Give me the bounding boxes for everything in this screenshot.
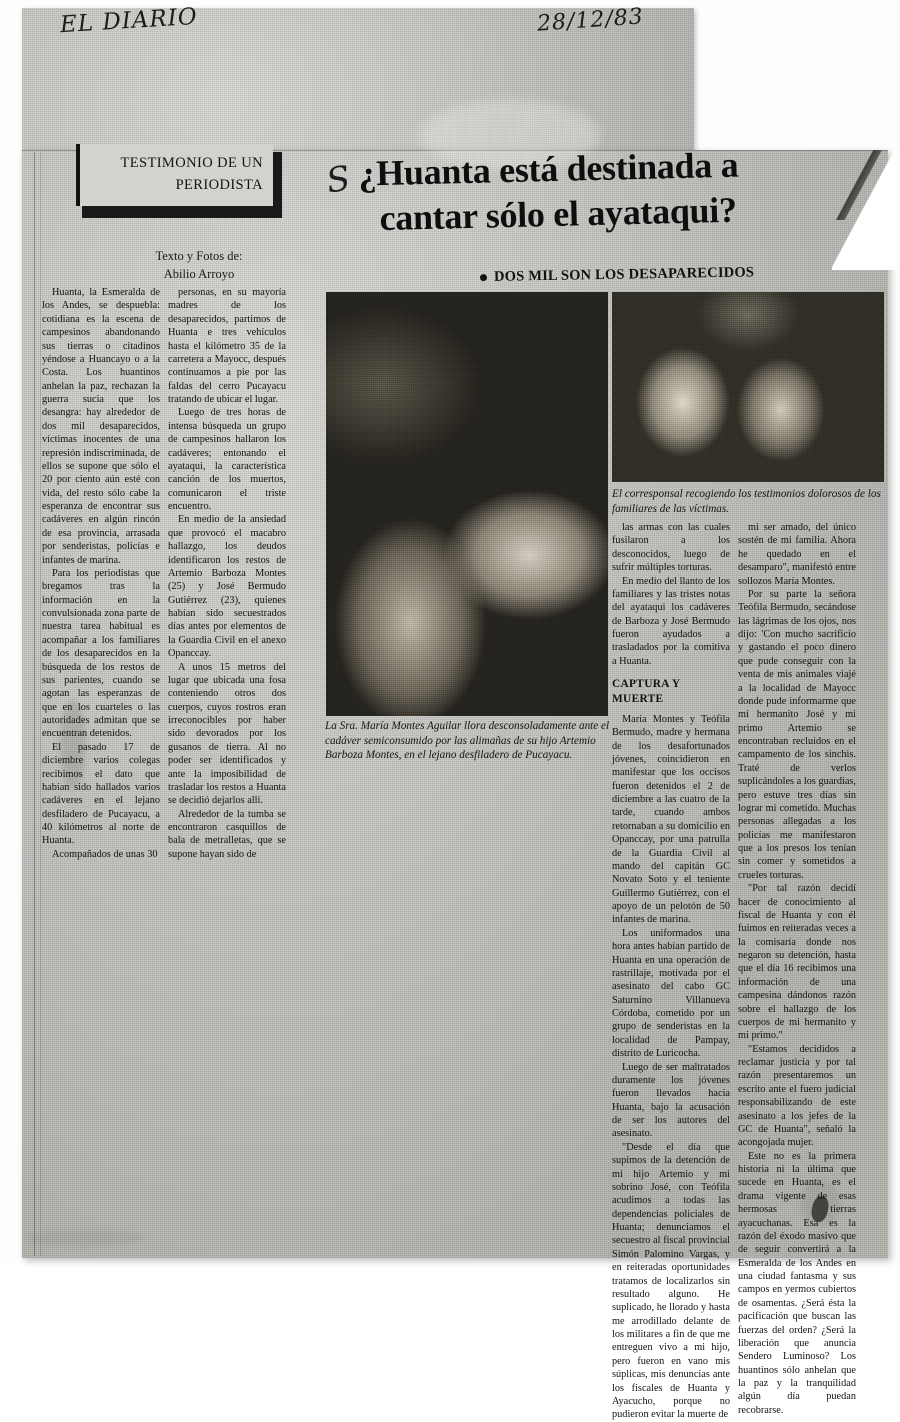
handwritten-scribble: S [323, 158, 354, 202]
caption-photo-grave: La Sra. María Montes Aguilar llora desconsoladamente ante el cadáver semiconsumido por las alimañas de su hijo Artemio Barboza Montes, en el lejano desfiladero de Pucayacu. [325, 720, 610, 762]
article-paragraph: Luego de ser maltratados duramente los jóvenes fueron llevados hacia Huanta, bajo la acusación de ser los autores del asesinato. [612, 1061, 730, 1140]
article-column-3 [612, 521, 730, 1422]
article-paragraph: "Desde el día que supimos de la detención de mi hijo Artemio y mi sobrino José, con Teófila acudimos a todas las dependencias policiales de Huanta; denunciamos el secuestro al fiscal provincial Simón Palomino Vargas, y en reiteradas oportunidades tratamos de localizarlos sin resultado alguno. He suplicado, he llorado y hasta me arrodillado delante de los militares a fin de que me entreguen vivo a mi hijo, pero fueron en vano mis súplicas, mis denuncias ante los fiscales de Huanta y Ayacucho, porque no pudieron evitar la muerte de [612, 1141, 730, 1421]
left-fold-line-secondary [40, 152, 41, 1256]
handwritten-source-annotation: EL DIARIO [59, 3, 199, 39]
article-paragraph: "Estamos decididos a reclamar justicia y por tal razón presentaremos un escrito ante el fuero judicial responsabilizando de este asesinato a los jefes de la GC de Huanta", señaló la acongojada mujer. [738, 1043, 856, 1149]
article-paragraph: personas, en su mayoría madres de los desaparecidos, partimos de Huanta e tres vehículos hasta el kilómetro 35 de la carretera a Mayocc, después continuamos a pie por las faldas del cerro Pucayacu tratando de ubicar el lugar. [168, 287, 286, 405]
kicker-line-1: TESTIMONIO DE UN [120, 154, 263, 171]
section-heading-captura-y-muerte: CAPTURA Y MUERTE [612, 678, 680, 705]
kicker-line-2: PERIODISTA [175, 177, 263, 193]
article-paragraph: mi ser amado, del único sostén de mi familia. Ahora he quedado en el desamparo", manifestó entre sollozos María Montes. [738, 522, 856, 587]
photo-grave-pucayacu [326, 292, 608, 716]
caption-photo-interview: El corresponsal recogiendo los testimonios dolorosos de los familiares de las víctimas. [612, 488, 881, 515]
article-column-4 [738, 521, 856, 1417]
article-paragraph: Alrededor de la tumba se encontraron casquillos de bala de metralletas, que se supone hayan sido de [168, 808, 286, 860]
subheadline-text: DOS MIL SON LOS DESAPARECIDOS [493, 264, 755, 285]
article-paragraph: las armas con las cuales fusilaron a los desconocidos, luego de sufrir múltiples torturas. [612, 522, 730, 574]
article-paragraph: En medio del llanto de los familiares y las tristes notas del ayataqui los cadáveres de Barboza y José Bermudo fueron ayudados a trasladados por la comitiva a Huanta. [612, 575, 730, 667]
article-column-1 [42, 286, 160, 861]
article-paragraph: Acompañados de unas 30 [52, 848, 158, 860]
photo-correspondent-interview [612, 292, 884, 482]
article-paragraph: María Montes y Teófila Bermudo, madre y hermana de los desafortunados jóvenes, coincidieron en manifestar que los occisos fueron detenidos el 2 de diciembre a las cuatro de la tarde, cuando ambos retornaban a su domicilio en Opanccay, por una patrulla de la Guardia Civil al mando del capitán GC Novato Soto y el teniente Guillermo Gutiérrez, con el apoyo de un pelotón de 50 infantes de marina. [612, 713, 730, 926]
article-paragraph: Por su parte la señora Teófila Bermudo, secándose las lágrimas de los ojos, nos dijo: 'Con mucho sacrificio y gastando el poco dinero que pude conseguir con la venta de mis animales viajé a la localidad de Mayocc donde pude informarme que mi hermanito José y mi primo Artemio se encontraban recluidos en el campamento de los sinchis. Traté de verlos suplicándoles a los guardias, pero estuve tres días sin lograr mi cometido. Muchas personas allegadas a los policías me manifestaron que a los presos los tenían sin comer y sometidos a crueles torturas. [738, 588, 856, 881]
kicker-box-inner [76, 144, 273, 206]
article-paragraph: Para los periodistas que bregamos tras la información en la convulsionada zona parte de nuestra tarea habitual es acompañar a los familiares de los desaparecidos en la búsqueda de los restos de sus parientes, cuando se agotan las esperanzas de que en los cuarteles o las autoridades admitan que se encuentran detenidos. [42, 567, 160, 740]
article-paragraph: A unos 15 metros del lugar que ubicada una fosa conteniendo otros dos cuerpos, cuyos rostros eran irreconocibles por haber sido devorados por los gusanos de tierra. Al no poder ser identificados y ante la imposibilidad de trasladar los restos a Huanta se decidió dejarlos allí. [168, 661, 286, 807]
article-column-2 [168, 286, 286, 861]
byline [124, 247, 274, 283]
article-paragraph: "Por tal razón decidí hacer de conocimiento al fiscal de Huanta y con él fuimos en reiteradas veces a la comisaría donde nos negaron su detención, hasta que el día 16 recibimos una información de una campesina dándonos razón sobre el hallazgo de los cuerpos de mi hermanito y mi primo." [738, 883, 856, 1042]
article-paragraph: Los uniformados una hora antes habían partido de Huanta en una operación de rastrillaje, motivada por el asesinato del cabo GC Saturnino Villanueva Córdoba, cometido por un grupo de senderistas en la localidad de Pampay, distrito de Luricocha. [612, 927, 730, 1060]
byline-label: Texto y Fotos de: [155, 249, 243, 263]
article-paragraph: El pasado 17 de diciembre varios colegas recibimos el dato que habían sido hallados varios cadáveres en el lejano desfiladero de Pucayacu, a 40 kilómetros al norte de Huanta. [42, 741, 160, 847]
article-paragraph: En medio de la ansiedad que provocó el macabro hallazgo, los deudos identificaron los restos de Artemio Barboza Montes (25) y José Bermudo Gutiérrez (23), quienes habían sido secuestrados días antes por elementos de la Guardia Civil en el anexo Opanccay. [168, 514, 286, 660]
headline-line-1: ¿Huanta está destinada a [358, 144, 739, 194]
handwritten-date-annotation: 28/12/83 [536, 4, 645, 37]
scan-blotch [25, 1230, 145, 1246]
headline [323, 139, 887, 262]
byline-author: Abilio Arroyo [163, 267, 235, 282]
left-fold-line [34, 152, 35, 1256]
article-paragraph: Huanta, la Esmeralda de los Andes, se despuebla: cotidiana es la escena de campesinos abandonando sus tierras o citadinos yéndose a Huancayo o a la Costa. Los huantinos anhelan la paz, rechazan la guerra sucia que los desangra: hay alrededor de dos mil desaparecidos, víctimas inocentes de una represión indiscriminada, de ellos se supone que sólo el 20 por ciento aún esté con vida, del resto sólo cabe la esperanza de encontrar sus cadáveres en algún rincón de esa provincia, arrasada por senderistas, policías e infantes de marina. [42, 287, 160, 566]
headline-line-2: cantar sólo el ayataqui? [379, 190, 738, 239]
article-paragraph: Este no es la primera historia ni la última que sucede en Huanta, es el drama vigente de esas hermosas tierras ayacuchanas. Esa es la razón del éxodo masivo que de seguir convertirá a la Esmeralda de los Andes en una ciudad fantasma y sus campos en yermos cubiertos de osamentas. ¿Será ésta la pacificación que buscan las fuerzas del orden? ¿Será la liberación que anuncia Sendero Luminoso? Los huantinos sólo anhelan que la paz y la tranquilidad algún día puedan recobrarse. [738, 1150, 856, 1416]
article-paragraph: Luego de tres horas de intensa búsqueda un grupo de campesinos hallaron los cadáveres; entonando el ayataqui, la característica canción de los muertos, comunicaron el triste encuentro. [168, 407, 286, 512]
bullet-icon [480, 274, 487, 281]
kicker-box [76, 144, 276, 212]
